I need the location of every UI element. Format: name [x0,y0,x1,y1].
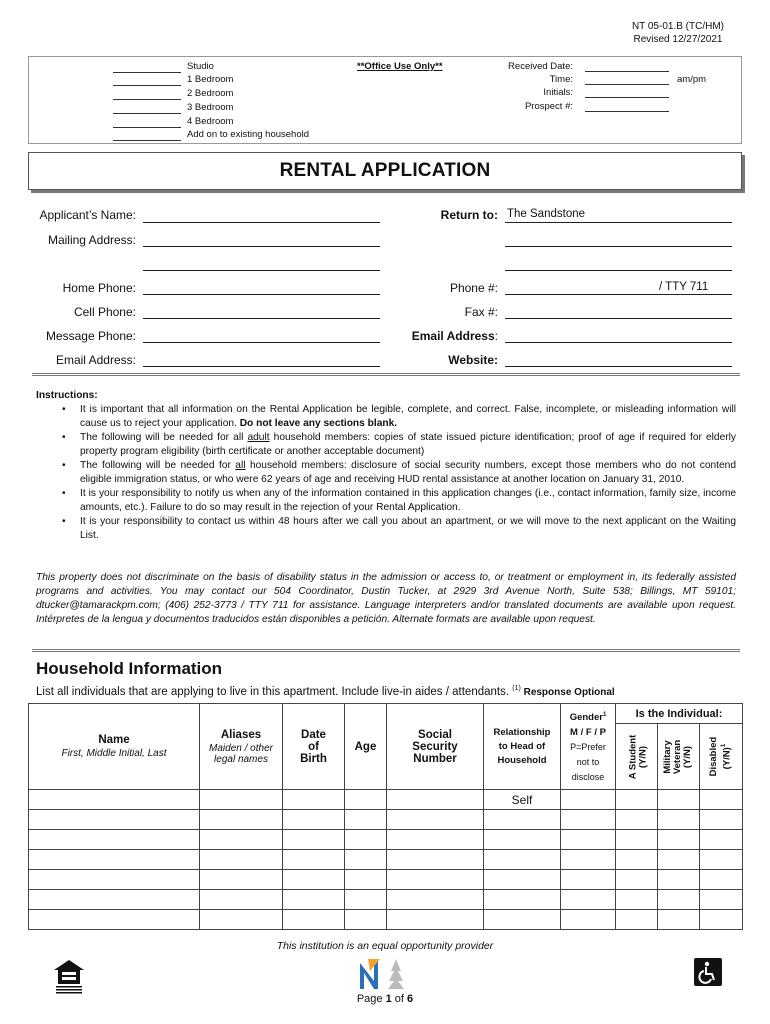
header-gender-note: not to [576,756,600,767]
cell-aliases[interactable] [200,910,283,930]
header-name-sub: First, Middle Initial, Last [61,748,167,759]
return-to-field[interactable] [505,222,732,223]
cell-dob[interactable] [283,810,345,830]
cell-age[interactable] [345,870,387,890]
cell-aliases[interactable] [200,870,283,890]
cell-military[interactable] [658,890,700,910]
household-instructions [36,685,615,698]
company-logo-icon [356,957,414,991]
header-relationship-text: Relationship [493,726,551,738]
cell-disabled[interactable] [700,850,743,870]
header-gender-text: Gender [569,712,603,724]
cell-gender[interactable] [561,830,616,850]
instruction-item [62,403,736,431]
property-fax-label: Fax #: [464,305,498,319]
cell-relationship[interactable] [484,890,561,910]
instruction-item: • It is your responsibility to contact us within 48 hours after we call you about an apartment, or we will move to the next applicant on the Waiting List. [62,515,736,543]
property-email-field[interactable] [505,342,732,343]
unit-label: Add on to existing household [187,129,310,140]
cell-dob[interactable] [283,890,345,910]
header-student [616,724,658,790]
time-field[interactable] [585,84,669,85]
unit-label: Studio [187,61,214,72]
page-number-prefix: Page [356,993,386,1005]
header-aliases [200,704,283,790]
document-id [632,20,724,46]
cell-aliases[interactable] [200,890,283,910]
table-row [29,830,743,850]
table-row [29,870,743,890]
header-relationship-text: Household [497,754,547,766]
cell-aliases[interactable] [200,790,283,810]
header-age [345,704,387,790]
header-dob [283,704,345,790]
cell-ssn[interactable] [387,830,484,850]
cell-student[interactable] [616,910,658,930]
header-ssn [387,704,484,790]
table-row [29,850,743,870]
instruction-item: • It is your responsibility to notify us when any of the information contained in this application changes (i.e., contact information, family size, income amounts, etc.). Failure to do so may result in the rejection of your Rental Application. [62,487,736,515]
cell-age[interactable] [345,910,387,930]
cell-dob[interactable] [283,850,345,870]
cell-gender[interactable] [561,890,616,910]
cell-ssn[interactable] [387,790,484,810]
cell-ssn[interactable] [387,910,484,930]
applicant-name-field[interactable] [143,222,380,223]
unit-label: 4 Bedroom [187,116,234,127]
cell-student[interactable] [616,850,658,870]
cell-gender[interactable] [561,850,616,870]
header-military [658,724,700,790]
cell-name[interactable] [29,810,200,830]
instruction-underline: all [235,460,246,471]
cell-student[interactable] [616,830,658,850]
cell-aliases[interactable] [200,810,283,830]
page-total: 6 [407,993,414,1005]
instruction-emphasis: Do not leave any sections blank. [239,418,398,429]
tty-value: / TTY 711 [659,281,709,293]
table-row [29,890,743,910]
message-phone-field[interactable] [143,342,380,343]
header-name-text: Name [98,734,130,746]
equal-housing-icon [52,958,86,994]
footnote-marker: 1 [602,712,607,719]
unit-option-4br[interactable] [113,115,233,128]
page-current: 1 [385,993,392,1005]
return-to-label: Return to: [440,208,498,222]
initials-field[interactable] [585,97,669,98]
cell-relationship[interactable] [484,810,561,830]
property-address-field-1[interactable] [505,246,732,247]
cell-dob[interactable] [283,870,345,890]
cell-disabled[interactable] [700,910,743,930]
header-military-line: Veteran [672,739,684,774]
property-email-label: Email Address: [411,329,498,343]
property-website-label: Website: [448,353,498,367]
header-relationship-text: to Head of [498,740,546,752]
unit-label: 3 Bedroom [187,102,234,113]
header-dob-text: of [308,740,319,753]
unit-option-studio[interactable] [113,60,214,73]
mailing-address-field-1[interactable] [143,246,380,247]
equal-opportunity-statement: This institution is an equal opportunity provider [276,940,494,952]
cell-age[interactable] [345,850,387,870]
prospect-label: Prospect #: [524,101,573,112]
cell-military[interactable] [658,910,700,930]
cell-name[interactable] [29,870,200,890]
unit-option-1br[interactable] [113,73,233,86]
instruction-text: It is important that all information on the Rental Application be legible, complete, and correct. False, incomplete, or misleading information will cause us to reject your application. [80,404,736,429]
received-date-label: Received Date: [508,61,573,72]
header-student-line: A Student [627,734,639,779]
applicant-email-field[interactable] [143,366,380,367]
header-gender-note: disclose [571,771,605,782]
property-website-field[interactable] [505,366,732,367]
header-disabled-text [709,737,732,777]
header-military-line: (Y/N) [682,745,694,768]
header-ssn-text: Security [412,740,458,753]
cell-dob[interactable] [283,830,345,850]
household-instruction-text: List all individuals that are applying to live in this apartment. Include live-in aides / attendants. [36,685,513,698]
header-aliases-text: Aliases [220,728,262,741]
cell-name[interactable] [29,890,200,910]
table-row [29,790,743,810]
table-header-row [29,704,743,724]
cell-gender[interactable] [561,810,616,830]
cell-ssn[interactable] [387,870,484,890]
applicant-name-label: Applicant’s Name: [39,208,136,222]
cell-dob[interactable] [283,910,345,930]
cell-aliases[interactable] [200,850,283,870]
instruction-text: The following will be needed for [80,460,236,471]
property-fax-field[interactable] [505,318,732,319]
cell-relationship[interactable] [484,870,561,890]
instruction-text: household members: copies of state issued picture identification; proof of age if required for elderly property program eligibility (birth certificate or another acceptable document) [80,432,736,457]
property-address-field-2[interactable] [505,270,732,271]
revision-date: Revised 12/27/2021 [633,34,723,45]
cell-military[interactable] [658,870,700,890]
cell-gender[interactable] [561,790,616,810]
nondiscrimination-notice: This property does not discriminate on the basis of disability status in the admission or access to, or treatment or employment in, its federally assisted programs and activities. You may contact our 504 Coordinator, Dustin Tucker, at 2929 3rd Avenue North, Suite 538; Billings, MT 59101; dtucker@tamarackpm.com; (406) 252-3773 / TTY 711 for assistance. Language interpreters and/or translated documents are available upon request. Intérpretes de la lengua y documentos traducidos están disponibles a petición. Alternate formats are available upon request. [36,572,736,625]
header-military-line: Military [662,739,674,774]
page-number-sep: of [391,993,408,1005]
home-phone-field[interactable] [143,294,380,295]
prospect-field[interactable] [585,111,669,112]
cell-age[interactable] [345,790,387,810]
cell-name[interactable] [29,850,200,870]
return-to-value: The Sandstone [507,208,586,220]
footnote-marker: (1) [512,685,521,692]
header-is-individual: Is the Individual: [616,704,743,724]
cell-disabled[interactable] [700,810,743,830]
cell-age[interactable] [345,830,387,850]
cell-gender[interactable] [561,910,616,930]
cell-military[interactable] [658,850,700,870]
cell-disabled[interactable] [700,890,743,910]
header-ssn-text: Social [418,728,452,741]
cell-aliases[interactable] [200,830,283,850]
page-number [0,993,770,1005]
table-row [29,910,743,930]
footnote-marker: 1 [721,743,728,748]
cell-dob[interactable] [283,790,345,810]
header-gender [561,704,616,790]
unit-option-2br[interactable] [113,87,233,100]
cell-military[interactable] [658,810,700,830]
table-row [29,810,743,830]
received-date-field[interactable] [585,71,669,72]
header-military-text [663,739,693,773]
header-age-text: Age [354,740,377,753]
header-gender-note: P=Prefer [570,741,606,752]
cell-name[interactable] [29,910,200,930]
cell-disabled[interactable] [700,830,743,850]
applicant-email-label: Email Address: [55,353,136,367]
instruction-text: household members: disclosure of social security numbers, except those members who do not contend eligible immigration status, or who were 62 years of age and receiving HUD rental assistance at another location on January 31, 2010. [80,460,736,485]
unit-option-addon[interactable] [113,128,309,141]
header-student-line: (Y/N) [637,745,649,768]
home-phone-label: Home Phone: [62,281,136,295]
header-ssn-text: Number [413,752,457,765]
section-divider [32,649,740,652]
instructions-section [36,389,736,543]
cell-student[interactable] [616,810,658,830]
cell-student[interactable] [616,890,658,910]
cell-age[interactable] [345,810,387,830]
cell-disabled[interactable] [700,790,743,810]
header-gender-title [561,708,615,725]
header-gender-options: M / F / P [570,726,606,738]
response-optional-note: Response Optional [520,686,615,698]
title-banner [28,152,742,190]
property-email-label-text: Email Address [411,329,495,343]
unit-label: 2 Bedroom [187,88,234,99]
header-aliases-sub: Maiden / other [209,742,273,754]
mailing-address-label: Mailing Address: [47,233,136,247]
cell-ssn[interactable] [387,890,484,910]
header-name [29,704,200,790]
cell-phone-field[interactable] [143,318,380,319]
page-title: RENTAL APPLICATION [279,160,491,181]
household-title: Household Information [36,659,223,678]
time-label: Time: [549,74,573,85]
office-use-only-label: **Office Use Only** [357,61,443,72]
instructions-heading: Instructions: [36,390,98,401]
instructions-list [62,403,736,543]
cell-age[interactable] [345,890,387,910]
cell-relationship[interactable] [484,830,561,850]
header-disabled-line: Disabled [708,736,720,777]
office-use-box [28,56,742,144]
ampm-label: am/pm [677,74,707,85]
section-divider [32,373,740,376]
header-dob-text: Birth [300,752,327,765]
header-aliases-sub: legal names [214,753,268,765]
household-table [28,703,743,930]
property-phone-field[interactable] [505,294,732,295]
mailing-address-field-2[interactable] [143,270,380,271]
cell-name[interactable] [29,830,200,850]
cell-relationship: Self [484,790,561,810]
initials-label: Initials: [543,87,573,98]
unit-label: 1 Bedroom [187,74,234,85]
header-dob-text: Date [301,728,326,741]
cell-military[interactable] [658,830,700,850]
cell-relationship[interactable] [484,850,561,870]
form-number: NT 05-01.B (TC/HM) [631,21,724,32]
instruction-item [62,459,736,487]
cell-ssn[interactable] [387,850,484,870]
cell-phone-label: Cell Phone: [73,305,136,319]
property-phone-label: Phone #: [449,281,498,295]
unit-option-3br[interactable] [113,101,233,114]
header-relationship [484,704,561,790]
cell-ssn[interactable] [387,810,484,830]
header-disabled-line: (Y/N) [721,747,733,770]
cell-gender[interactable] [561,870,616,890]
cell-disabled[interactable] [700,870,743,890]
header-disabled [700,724,743,790]
message-phone-label: Message Phone: [45,329,136,343]
cell-name[interactable] [29,790,200,810]
instruction-underline: adult [247,432,270,443]
cell-student[interactable] [616,790,658,810]
cell-military[interactable] [658,790,700,810]
instruction-item [62,431,736,459]
cell-student[interactable] [616,870,658,890]
cell-relationship[interactable] [484,910,561,930]
header-student-text [628,734,648,779]
accessibility-icon [694,958,722,986]
instruction-text: The following will be needed for all [80,432,248,443]
